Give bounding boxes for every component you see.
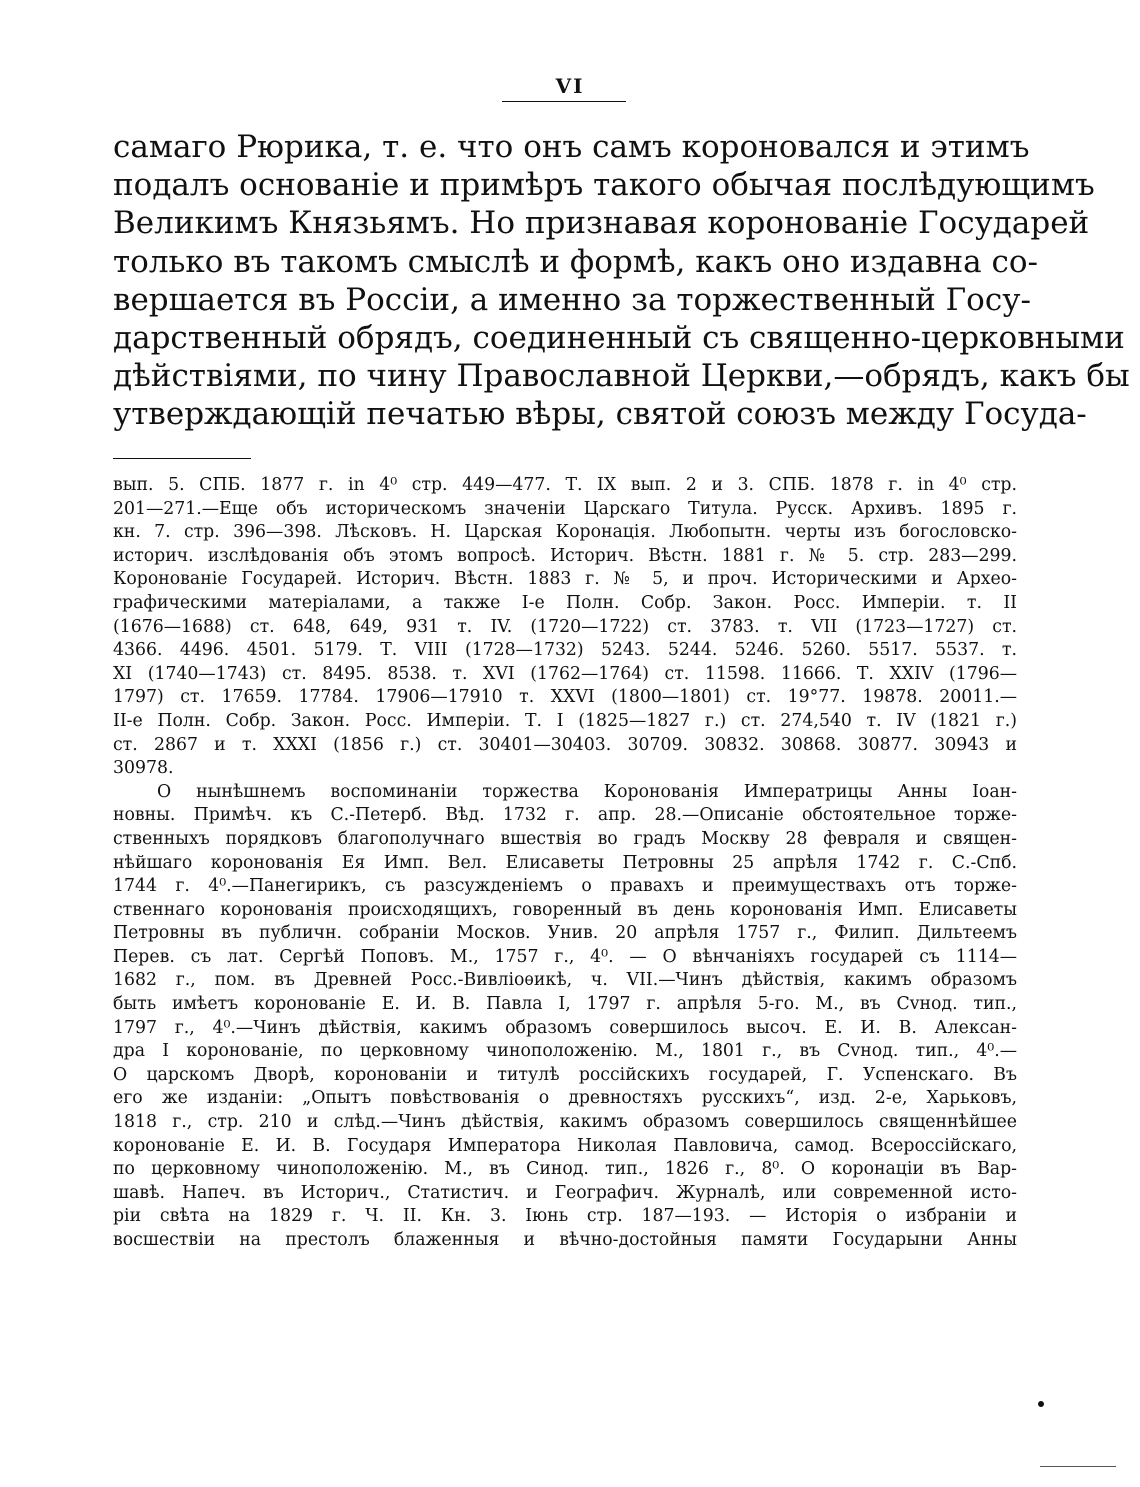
footnote-line: 1682 г., пом. въ Древней Росс.-Вивліоѳикѣ, ч. VII.—Чинъ дѣйствія, какимъ образомъ [113,970,1017,991]
footnote-line: дра I коронованіе, по церковному чиноположенію. М., 1801 г., въ Сvнод. тип., 4⁰.— [113,1041,1017,1062]
main-text-line: только въ такомъ смыслѣ и формѣ, какъ оно издавна со- [113,243,1038,280]
main-text-line: утверждающій печатью вѣры, святой союзъ между Госуда- [113,396,1087,433]
footnote-line: Коронованіе Государей. Историч. Вѣстн. 1883 г. № 5, и проч. Историческими и Архео- [113,569,1017,590]
footnote-line: восшествіи на престолъ блаженныя и вѣчно-достойныя памяти Государыни Анны [113,1230,1017,1250]
main-text-line: дѣйствіями, по чину Православной Церкви,—обрядъ, какъ бы [113,358,1130,395]
footnote-line: ст. 2867 и т. XXXI (1856 г.) ст. 30401—30403. 30709. 30832. 30868. 30877. 30943 и [113,734,1017,755]
footnote-line: новны. Примѣч. къ С.-Петерб. Вѣд. 1732 г. апр. 28.—Описаніе обстоятельное торже- [113,805,1017,826]
footnote-line: 1797 г., 4⁰.—Чинъ дѣйствія, какимъ образомъ совершилось высоч. Е. И. В. Алексан- [113,1017,1017,1038]
footnote-line: коронованіе Е. И. В. Государя Императора Николая Павловича, самод. Всероссійскаго, [113,1135,1017,1156]
footnote-line: 1744 г. 4⁰.—Панегирикъ, съ разсужденіемъ о правахъ и преимуществахъ отъ торже- [113,876,1017,897]
footnotes [113,474,1017,1253]
main-text-line: дарственный обрядъ, соединенный съ священно-церковными [113,319,1125,356]
footnote-line: II-е Полн. Собр. Закон. Росс. Имперіи. Т. I (1825—1827 г.) ст. 274,540 т. IV (1821 г.) [113,710,1017,731]
footnote-line: Петровны въ публичн. собраніи Москов. Унив. 20 апрѣля 1757 г., Филип. Дильтеемъ [113,923,1017,944]
footnote-line: быть имѣетъ коронованіе Е. И. В. Павла I, 1797 г. апрѣля 5-го. М., въ Сvнод. тип., [113,994,1017,1015]
footnote-line: графическими матеріалами, а также I-е Полн. Собр. Закон. Росс. Имперіи. т. II [113,592,1017,613]
footnote-line: О царскомъ Дворѣ, коронованіи и титулѣ россійскихъ государей, Г. Успенскаго. Въ [113,1064,1017,1085]
main-text-line: самаго Рюрика, т. е. что онъ самъ короновался и этимъ [113,129,1030,165]
footnote-line: 1797) ст. 17659. 17784. 17906—17910 т. XXVI (1800—1801) ст. 19°77. 19878. 20011.— [113,687,1017,708]
page-number: VI [555,74,585,98]
main-text-line: подалъ основаніе и примѣръ такого обычая послѣдующимъ [113,167,1095,204]
footnote-line: 30978. [113,758,174,779]
footnote-line: вып. 5. СПБ. 1877 г. in 4⁰ стр. 449—477. Т. IX вып. 2 и 3. СПБ. 1878 г. in 4⁰ стр. [113,475,1017,495]
footnote-line: 1818 г., стр. 210 и слѣд.—Чинъ дѣйствія, какимъ образомъ совершилось священнѣйшее [113,1112,1017,1133]
footnote-line: 4366. 4496. 4501. 5179. Т. VIII (1728—1732) 5243. 5244. 5246. 5260. 5517. 5537. т. [113,640,1017,661]
footnote-rule [113,458,251,459]
ink-dot [1038,1401,1044,1407]
footnote-line: ственнаго коронованія происходящихъ, говоренный въ день коронованія Имп. Елисаветы [113,899,1017,920]
main-text [113,128,1130,434]
footnote-line: историч. изслѣдованія объ этомъ вопросѣ. Историч. Вѣстн. 1881 г. № 5. стр. 283—299. [113,545,1017,566]
footnote-line: (1676—1688) ст. 648, 649, 931 т. IV. (1720—1722) ст. 3783. т. VII (1723—1727) ст. [113,616,1017,637]
footnote-line: Перев. съ лат. Сергѣй Поповъ. М., 1757 г., 4⁰. — О вѣнчаніяхъ государей съ 1114— [113,946,1017,967]
scan-edge-line [1040,1466,1116,1467]
footnote-line: его же изданіи: „Опытъ повѣствованія о древностяхъ русскихъ“, изд. 2-е, Харьковъ, [113,1088,1017,1109]
footnote-line: 201—271.—Еще объ историческомъ значеніи Царскаго Титула. Русск. Архивъ. 1895 г. [113,498,1017,519]
main-text-line: Великимъ Князьямъ. Но признавая коронованіе Государей [113,205,1090,242]
footnote-line: нѣйшаго коронованія Ея Имп. Вел. Елисаветы Петровны 25 апрѣля 1742 г. С.-Спб. [113,852,1017,873]
footnote-line: кн. 7. стр. 396—398. Лѣсковъ. Н. Царская Коронація. Любопытн. черты изъ богословско- [113,522,1017,543]
main-text-line: вершается въ Россіи, а именно за торжественный Госу- [113,281,1031,318]
footnote-line: О нынѣшнемъ воспоминаніи торжества Коронованія Императрицы Анны Іоан- [157,781,1017,802]
footnote-line: по церковному чиноположенію. М., въ Синод. тип., 1826 г., 8⁰. О коронаціи въ Вар- [113,1159,1017,1180]
footnote-line: ственныхъ порядковъ благополучнаго вшествія во градъ Москву 28 февраля и священ- [113,828,1017,849]
footnote-line: ріи свѣта на 1829 г. Ч. II. Кн. 3. Іюнь стр. 187—193. — Исторія о избраніи и [113,1206,1017,1227]
footnote-line: XI (1740—1743) ст. 8495. 8538. т. XVI (1762—1764) ст. 11598. 11666. Т. XXIV (1796— [113,663,1017,684]
header-rule [502,101,626,102]
footnote-line: шавѣ. Напеч. въ Историч., Статистич. и Географич. Журналѣ, или современной исто- [113,1182,1017,1203]
